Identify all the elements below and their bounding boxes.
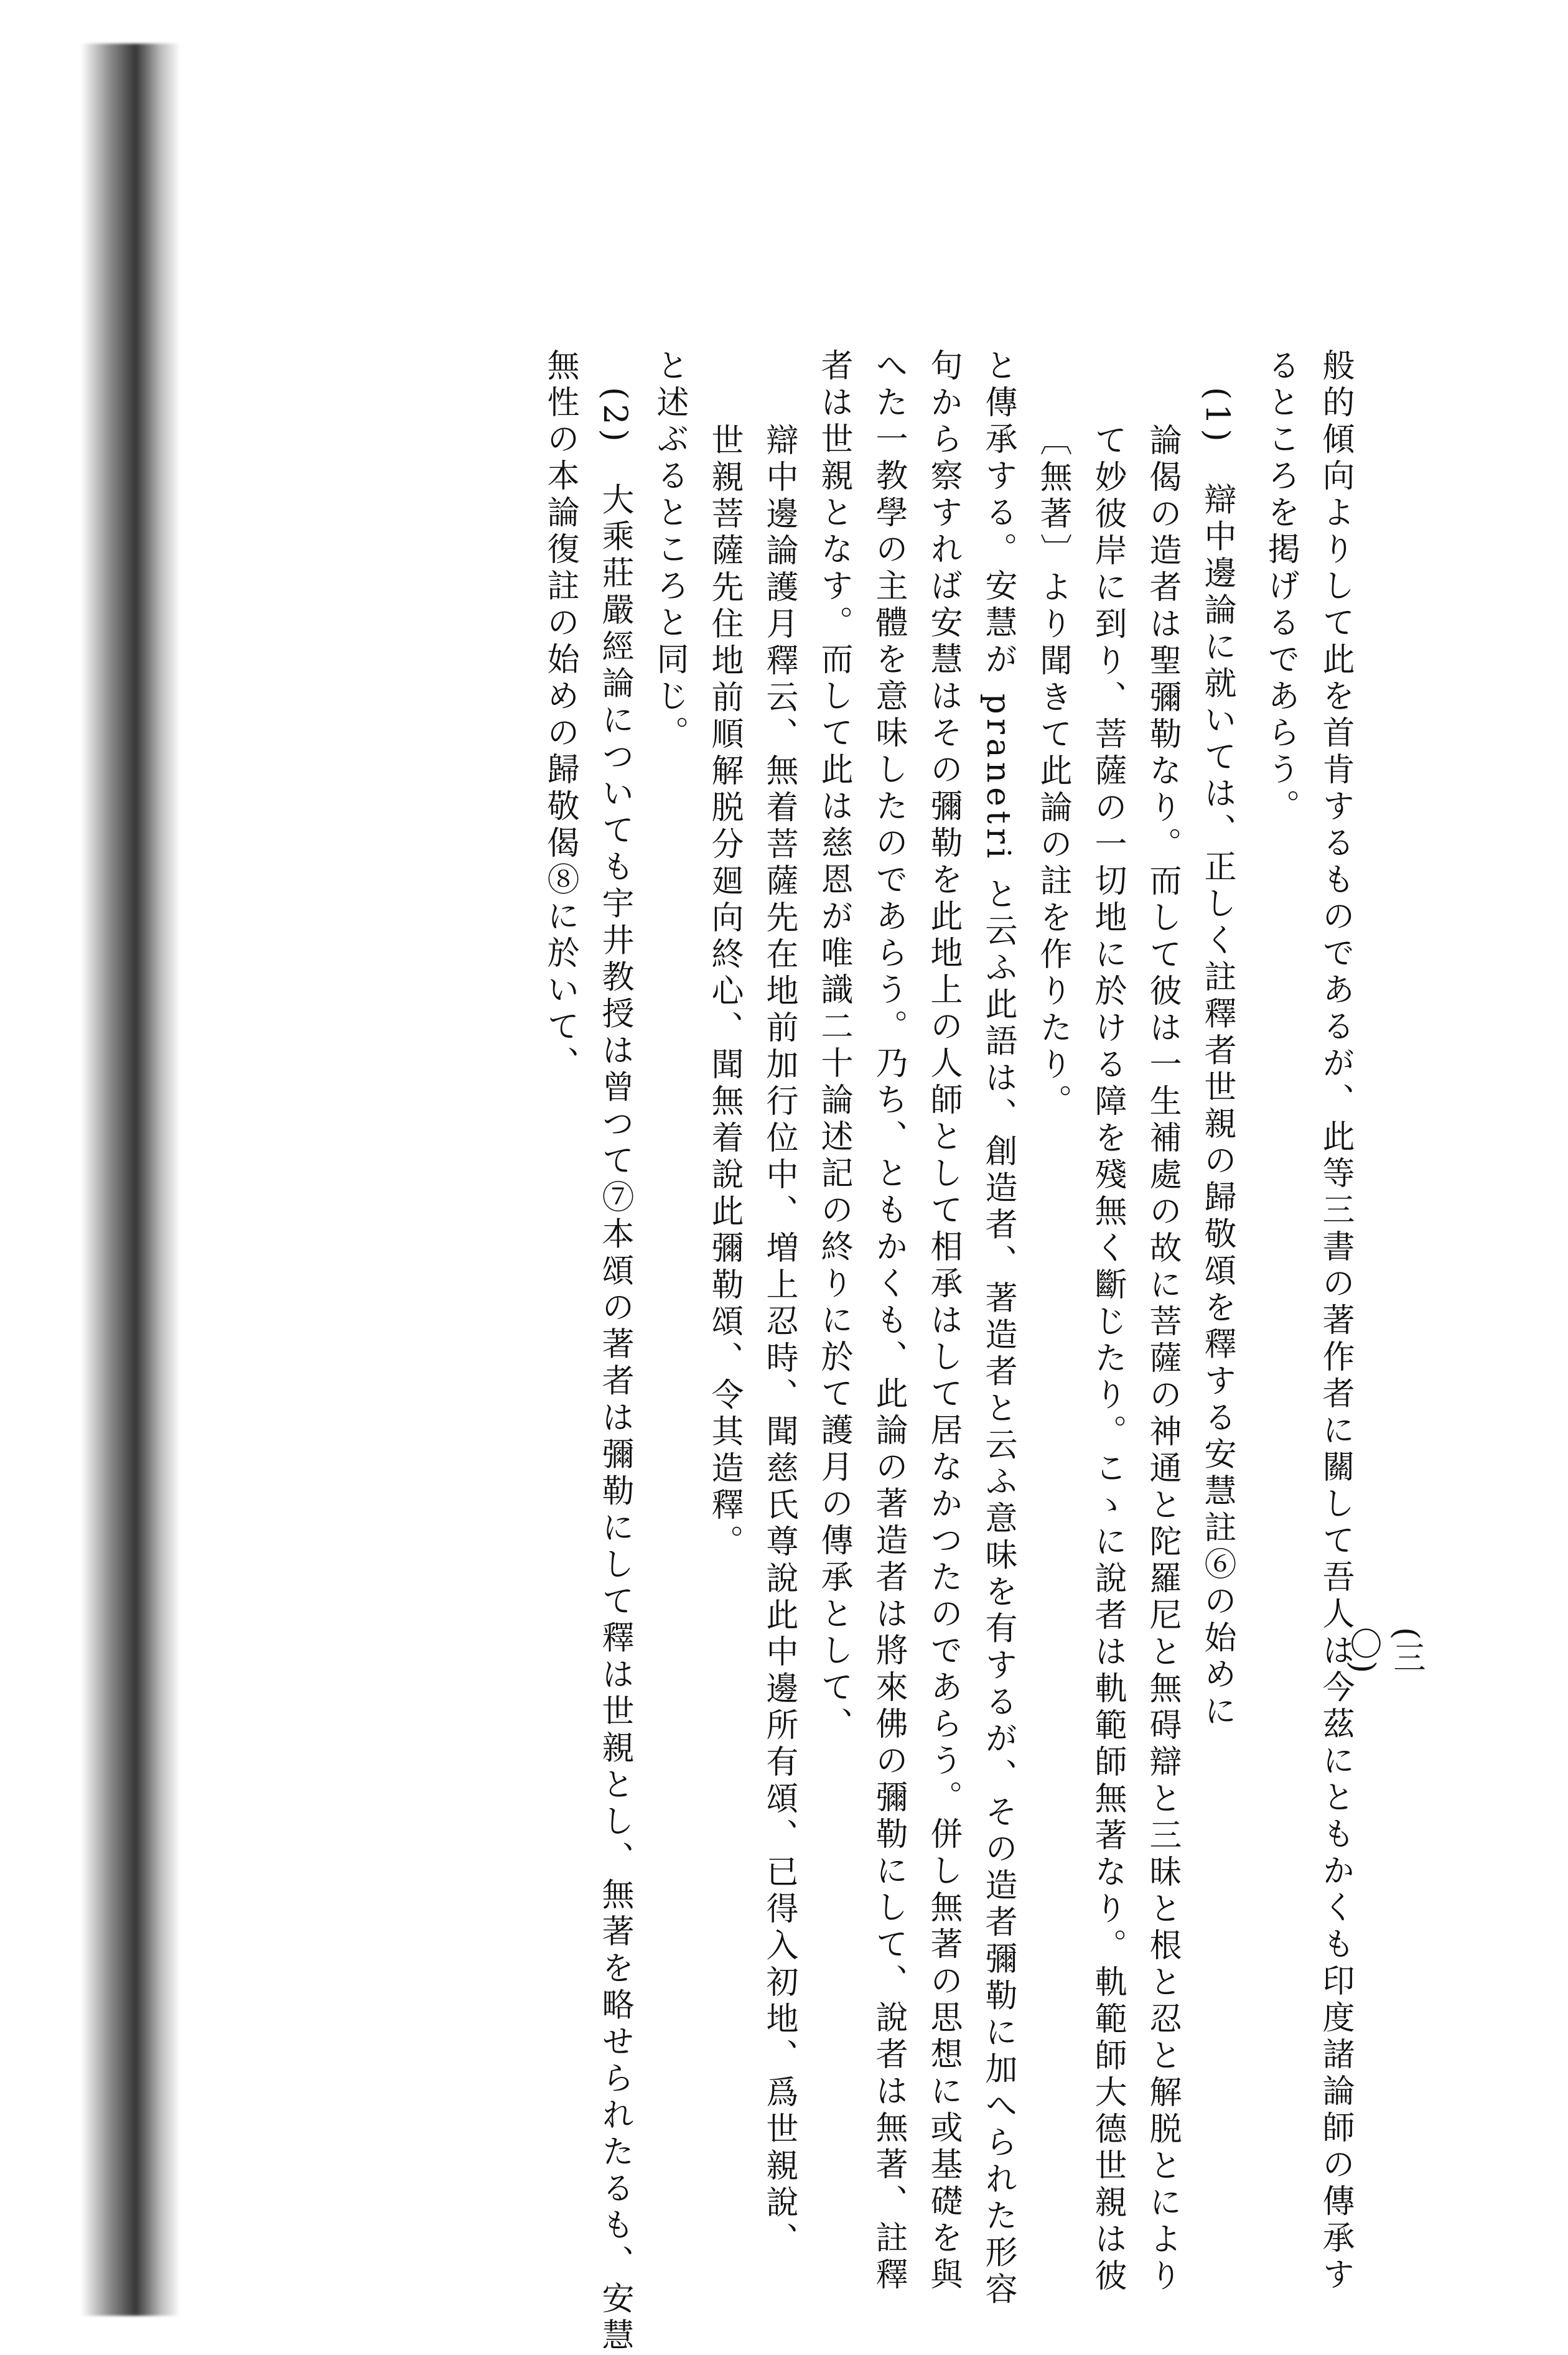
text-line: 世親菩薩先住地前順解脱分廻向終心、聞無着說此彌勒頌、令其造釋。 bbox=[706, 423, 743, 1561]
text-line: 論偈の造者は聖彌勒なり。而して彼は一生補處の故に菩薩の神通と陀羅尼と無碍辯と三昧と根と忍と解脱とにより bbox=[1144, 423, 1181, 2295]
text-line: と傳承する。安慧が pranetri と云ふ此語は、創造者、著造者と云ふ意味を有するが、その造者彌勒に加へられた形容 bbox=[979, 348, 1017, 2309]
body-text bbox=[292, 348, 1363, 2355]
text-line: 〔無著〕より聞きて此論の註を作りたり。 bbox=[1034, 423, 1071, 1121]
text-line: 辯中邊論護月釋云、無着菩薩先在地前加行位中、増上忍時、聞慈氏尊說此中邊所有頌、已得入初地、爲世親說、 bbox=[760, 423, 798, 2259]
text-line: 者は世親となす。而して此は慈恩が唯識二十論述記の終りに於て護月の傳承として、 bbox=[815, 348, 852, 1743]
text-line: と述ぶるところと同じ。 bbox=[651, 348, 688, 752]
text-line: へた一教學の主體を意味したのであらう。乃ち、ともかくも、此論の著造者は將來佛の彌勒にして、說者は無著、註釋 bbox=[870, 348, 907, 2294]
text-line: るところを掲げるであらう。 bbox=[1262, 348, 1299, 826]
text-line: 句から察すれば安慧はその彌勒を此地上の人師として相承はして居なかつたのであらう。併し無著の思想に或基礎を與 bbox=[925, 348, 962, 2294]
text-line: (2) 大乘莊嚴經論についても宇井教授は曾つて⑦本頌の著者は彌勒にして釋は世親とし、無著を略せられたるも、安慧 bbox=[596, 387, 633, 2355]
text-line: 般的傾向よりして此を首肯するものであるが、此等三書の著作者に關して吾人は今茲にともかくも印度諸論師の傳承す bbox=[1317, 348, 1354, 2294]
text-line: (1) 辯中邊論に就いては、正しく註釋者世親の歸敬頌を釋する安慧註⑥の始めに bbox=[1198, 387, 1236, 1731]
text-line: て妙彼岸に到り、菩薩の一切地に於ける障を殘無く斷じたり。こゝに說者は軌範師無著なり。軌範師大德世親は彼 bbox=[1089, 423, 1126, 2295]
text-line: 無性の本論復註の始めの歸敬偈⑧に於いて、 bbox=[541, 348, 579, 1083]
binding-shadow bbox=[81, 44, 180, 2316]
page-number: (三〇) bbox=[1344, 1627, 1425, 1675]
